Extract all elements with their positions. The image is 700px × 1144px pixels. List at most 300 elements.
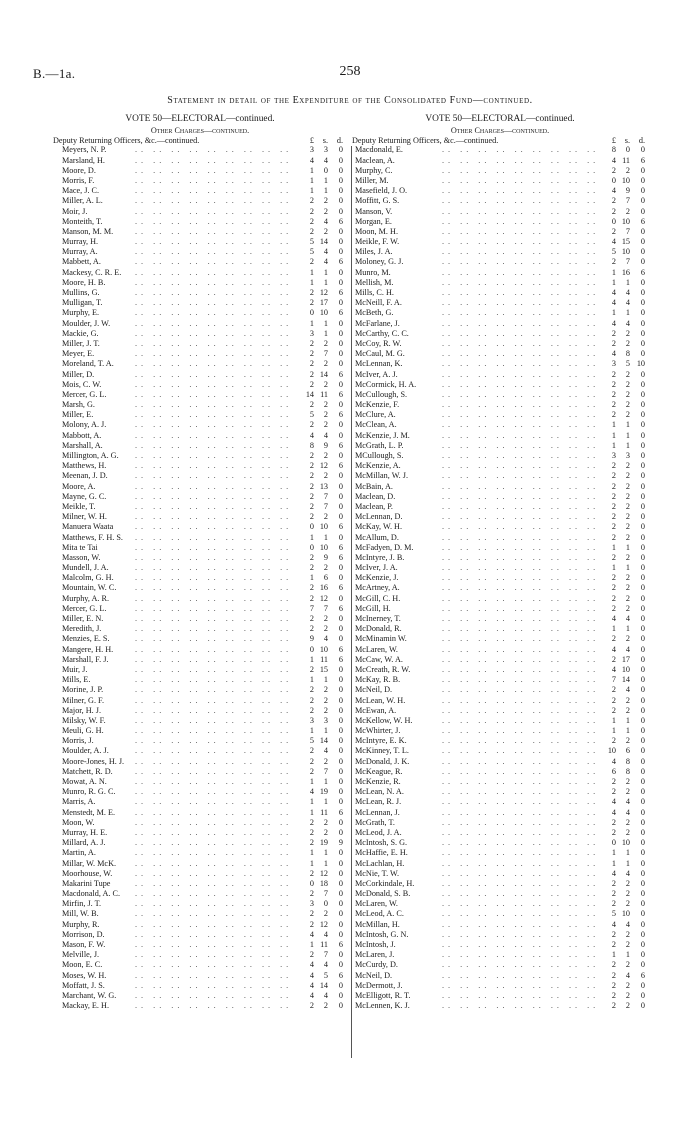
ledger-row [50,940,350,950]
payee-name: Mirfin, J. T. [62,899,102,909]
pounds-value: 1 [309,277,314,287]
ledger-row [50,716,350,726]
shillings-value: 2 [323,1001,328,1011]
pence-value: 0 [338,501,343,511]
pounds-value: 2 [309,196,314,206]
leader-dots: .. .. .. .. .. .. .. .. .. [135,634,293,644]
leader-dots: .. .. .. .. .. .. .. .. .. [442,848,600,858]
pounds-value: 0 [309,542,314,552]
payee-name: McFadyen, D. M. [355,542,414,552]
pounds-value: 2 [611,522,616,532]
pence-value: 0 [338,726,343,736]
pounds-value: 0 [611,216,616,226]
shillings-value: 2 [625,461,630,471]
pounds-value: 4 [611,756,616,766]
ledger-row [352,930,648,940]
shillings-value: 1 [323,675,328,685]
pence-value: 0 [640,929,645,939]
leader-dots: .. .. .. .. .. .. .. .. .. [442,175,600,185]
ledger-row [50,329,350,339]
pounds-value: 2 [309,868,314,878]
pounds-value: 2 [611,1001,616,1011]
vote-heading: VOTE 50—ELECTORAL—continued. [425,114,575,124]
pounds-value: 2 [611,165,616,175]
pounds-value: 2 [611,583,616,593]
ledger-row [352,492,648,502]
payee-name: McHaffie, E. H. [355,848,408,858]
ledger-row [352,696,648,706]
leader-dots: .. .. .. .. .. .. .. .. .. [442,501,600,511]
ledger-row [352,655,648,665]
pounds-value: 2 [309,593,314,603]
pounds-value: 1 [309,573,314,583]
pence-value: 0 [338,715,343,725]
ledger-row [352,950,648,960]
payee-name: McElligott, R. T. [355,990,411,1000]
shillings-value: 4 [625,970,630,980]
pounds-value: 2 [309,338,314,348]
payee-name: McMinamin W. [355,634,407,644]
payee-name: Marchant, W. G. [62,990,117,1000]
ledger-row [50,451,350,461]
leader-dots: .. .. .. .. .. .. .. .. .. [442,909,600,919]
pence-value: 0 [338,746,343,756]
leader-dots: .. .. .. .. .. .. .. .. .. [135,614,293,624]
pence-value: 0 [338,206,343,216]
leader-dots: .. .. .. .. .. .. .. .. .. [135,491,293,501]
ledger-row [50,696,350,706]
pence-value: 0 [640,318,645,328]
pounds-value: 2 [611,461,616,471]
shillings-value: 2 [625,501,630,511]
ledger-row [352,390,648,400]
pounds-value: 5 [611,247,616,257]
pounds-value: 2 [309,400,314,410]
ledger-row [50,390,350,400]
pence-value: 0 [338,868,343,878]
pounds-value: 4 [309,960,314,970]
pence-value: 0 [338,990,343,1000]
payee-name: Marsh, G. [62,400,95,410]
pence-value: 6 [640,970,645,980]
pence-value: 6 [640,267,645,277]
shillings-value: 6 [625,746,630,756]
pounds-value: 4 [309,970,314,980]
shillings-value: 17 [621,654,630,664]
payee-name: McKenzie, F. [355,400,400,410]
ledger-row [50,706,350,716]
payee-name: McLennan, J. [355,807,400,817]
ledger-row [50,583,350,593]
pence-value: 6 [338,216,343,226]
shillings-value: 4 [323,960,328,970]
shillings-value: 10 [621,664,630,674]
leader-dots: .. .. .. .. .. .. .. .. .. [442,787,600,797]
pounds-value: 2 [309,685,314,695]
shillings-value: 4 [323,216,328,226]
shillings-value: 2 [323,400,328,410]
pence-value: 0 [640,1001,645,1011]
shillings-value: 12 [319,593,328,603]
ledger-row [50,227,350,237]
leader-dots: .. .. .. .. .. .. .. .. .. [442,318,600,328]
shillings-value: 7 [323,349,328,359]
leader-dots: .. .. .. .. .. .. .. .. .. [135,328,293,338]
leader-dots: .. .. .. .. .. .. .. .. .. [442,196,600,206]
payee-name: Manson, M. M. [62,226,114,236]
shillings-value: 0 [323,165,328,175]
pounds-value: 2 [611,471,616,481]
payee-name: McKay, W. H. [355,522,402,532]
pounds-value: 2 [309,451,314,461]
ledger-row [352,247,648,257]
ledger-row [50,533,350,543]
payee-name: Moulder, A. J. [62,746,109,756]
leader-dots: .. .. .. .. .. .. .. .. .. [442,858,600,868]
payee-name: Meikle, T. [62,501,96,511]
pence-value: 0 [640,440,645,450]
payee-name: McKay, R. B. [355,675,401,685]
pence-value: 0 [338,237,343,247]
payee-name: Malcolm, G. H. [62,573,114,583]
shillings-value: 2 [323,817,328,827]
leader-dots: .. .. .. .. .. .. .. .. .. [442,817,600,827]
pounds-value: 1 [611,440,616,450]
ledger-row [50,420,350,430]
shillings-value: 14 [319,736,328,746]
pence-value: 0 [338,634,343,644]
pounds-value: 0 [309,308,314,318]
shillings-value: 2 [625,889,630,899]
shillings-value: 4 [323,155,328,165]
leader-dots: .. .. .. .. .. .. .. .. .. [442,614,600,624]
pounds-value: 2 [611,929,616,939]
pounds-value: 2 [309,889,314,899]
leader-dots: .. .. .. .. .. .. .. .. .. [135,532,293,542]
shillings-value: 2 [625,369,630,379]
pounds-value: 1 [309,675,314,685]
ledger-row [50,237,350,247]
page-reference: B.—1a. [33,66,76,81]
leader-dots: .. .. .. .. .. .. .. .. .. [135,247,293,257]
payee-name: McDonald, S. B. [355,889,411,899]
pounds-value: 1 [309,807,314,817]
pounds-value: 1 [309,797,314,807]
ledger-row [50,410,350,420]
shillings-value: 2 [323,206,328,216]
payee-name: McLean, R. J. [355,797,402,807]
payee-name: Meikle, F. W. [355,237,400,247]
shillings-value: 7 [625,196,630,206]
shillings-value: 1 [625,848,630,858]
leader-dots: .. .. .. .. .. .. .. .. .. [442,552,600,562]
payee-name: McWhirter, J. [355,726,401,736]
leader-dots: .. .. .. .. .. .. .. .. .. [442,257,600,267]
statement-title: Statement in detail of the Expenditure of the Consolidated Fund—continued. [167,95,533,106]
payee-name: Morrison, D. [62,929,105,939]
shillings-value: 2 [625,328,630,338]
ledger-row [50,247,350,257]
pounds-value: 2 [309,614,314,624]
ledger-row [50,176,350,186]
shillings-value: 2 [625,206,630,216]
pounds-value: 2 [611,532,616,542]
leader-dots: .. .. .. .. .. .. .. .. .. [135,471,293,481]
payee-name: Meenan, J. D. [62,471,108,481]
shillings-value: 10 [621,216,630,226]
pence-value: 0 [338,909,343,919]
ledger-row [50,604,350,614]
leader-dots: .. .. .. .. .. .. .. .. .. [442,940,600,950]
leader-dots: .. .. .. .. .. .. .. .. .. [442,766,600,776]
pounds-value: 2 [309,471,314,481]
shillings-value: 11 [320,389,328,399]
leader-dots: .. .. .. .. .. .. .. .. .. [442,654,600,664]
shillings-value: 4 [625,318,630,328]
leader-dots: .. .. .. .. .. .. .. .. .. [442,868,600,878]
shillings-value: 2 [323,756,328,766]
shillings-value: 19 [319,838,328,848]
pence-value: 0 [640,379,645,389]
pence-value: 0 [640,695,645,705]
ledger-row [50,614,350,624]
pounds-value: 2 [611,257,616,267]
shillings-value: 4 [625,644,630,654]
payee-name: Miles, J. A. [355,247,393,257]
payee-name: Makarini Tupe [62,878,111,888]
leader-dots: .. .. .. .. .. .. .. .. .. [442,929,600,939]
pounds-value: 8 [611,145,616,155]
shillings-value: 1 [323,186,328,196]
pounds-value: 5 [309,736,314,746]
leader-dots: .. .. .. .. .. .. .. .. .. [135,165,293,175]
pence-value: 0 [338,675,343,685]
payee-name: Meuli, G. H. [62,726,104,736]
leader-dots: .. .. .. .. .. .. .. .. .. [442,664,600,674]
ledger-row [352,991,648,1001]
leader-dots: .. .. .. .. .. .. .. .. .. [442,827,600,837]
leader-dots: .. .. .. .. .. .. .. .. .. [442,247,600,257]
shillings-value: 2 [625,827,630,837]
leader-dots: .. .. .. .. .. .. .. .. .. [442,471,600,481]
ledger-row [352,420,648,430]
pence-value: 0 [640,349,645,359]
payee-name: Mackesy, C. R. E. [62,267,122,277]
shillings-value: 2 [625,389,630,399]
pence-value: 0 [338,685,343,695]
payee-name: Murphy, R. [62,919,100,929]
payee-name: McDonald, J. K. [355,756,410,766]
shillings-value: 2 [625,1001,630,1011]
pounds-value: 2 [611,552,616,562]
pence-value: 0 [640,756,645,766]
shillings-value: 1 [323,848,328,858]
shillings-value: 14 [621,675,630,685]
pounds-value: 2 [611,787,616,797]
ledger-row [50,349,350,359]
pence-value: 0 [338,960,343,970]
ledger-row [50,787,350,797]
shillings-value: 4 [323,257,328,267]
pence-value: 0 [640,206,645,216]
ledger-row [50,298,350,308]
payee-name: Miller, A. L. [62,196,103,206]
leader-dots: .. .. .. .. .. .. .. .. .. [442,583,600,593]
pence-value: 0 [640,491,645,501]
payee-name: Moulder, J. W. [62,318,111,328]
payee-name: Milsky, W. F. [62,715,106,725]
shillings-value: 0 [323,899,328,909]
pounds-value: 2 [611,817,616,827]
pounds-value: 2 [611,980,616,990]
pounds-value: 2 [309,664,314,674]
pence-value: 0 [338,858,343,868]
leader-dots: .. .. .. .. .. .. .. .. .. [442,675,600,685]
leader-dots: .. .. .. .. .. .. .. .. .. [442,899,600,909]
ledger-row [352,482,648,492]
pence-value: 0 [640,145,645,155]
ledger-row [352,675,648,685]
leader-dots: .. .. .. .. .. .. .. .. .. [442,206,600,216]
payee-name: Millington, A. G. [62,451,119,461]
payee-name: Munro, M. [355,267,391,277]
payee-name: Miller, E. [62,410,94,420]
leader-dots: .. .. .. .. .. .. .. .. .. [135,552,293,562]
pounds-value: 2 [309,379,314,389]
ledger-row [50,797,350,807]
pounds-value: 2 [611,369,616,379]
vote-heading: VOTE 50—ELECTORAL—continued. [125,114,275,124]
payee-name: Moore, H. B. [62,277,106,287]
ledger-row [352,808,648,818]
payee-name: McCarthy, C. C. [355,328,409,338]
pence-value: 0 [338,338,343,348]
shillings-value: 2 [625,960,630,970]
leader-dots: .. .. .. .. .. .. .. .. .. [442,542,600,552]
pence-value: 0 [338,186,343,196]
pounds-header: £ [611,136,616,145]
leader-dots: .. .. .. .. .. .. .. .. .. [442,410,600,420]
payee-name: Meyer, E. [62,349,95,359]
pounds-value: 2 [309,766,314,776]
payee-name: McClure, A. [355,410,396,420]
payee-name: Matchett, R. D. [62,766,113,776]
pounds-value: 2 [611,654,616,664]
leader-dots: .. .. .. .. .. .. .. .. .. [135,288,293,298]
leader-dots: .. .. .. .. .. .. .. .. .. [135,675,293,685]
shillings-value: 2 [625,929,630,939]
leader-dots: .. .. .. .. .. .. .. .. .. [442,695,600,705]
ledger-row [352,410,648,420]
leader-dots: .. .. .. .. .. .. .. .. .. [135,379,293,389]
payee-name: Marris, A. [62,797,96,807]
payee-name: McIver, J. A. [355,563,398,573]
leader-dots: .. .. .. .. .. .. .. .. .. [442,980,600,990]
payee-name: McDermott, J. [355,980,403,990]
ledger-row [352,726,648,736]
ledger-row [50,319,350,329]
pounds-value: 4 [309,787,314,797]
ledger-row [352,920,648,930]
payee-name: Matthews, H. [62,461,107,471]
pounds-value: 2 [611,206,616,216]
leader-dots: .. .. .. .. .. .. .. .. .. [135,1001,293,1011]
shillings-value: 2 [323,420,328,430]
ledger-row [352,971,648,981]
leader-dots: .. .. .. .. .. .. .. .. .. [135,644,293,654]
pence-value: 6 [640,155,645,165]
shillings-value: 4 [625,298,630,308]
leader-dots: .. .. .. .. .. .. .. .. .. [442,889,600,899]
leader-dots: .. .. .. .. .. .. .. .. .. [442,685,600,695]
ledger-row [352,909,648,919]
leader-dots: .. .. .. .. .. .. .. .. .. [135,226,293,236]
pence-value: 0 [640,644,645,654]
shillings-value: 11 [320,654,328,664]
pence-value: 0 [640,868,645,878]
ledger-row [50,166,350,176]
pence-value: 0 [640,990,645,1000]
ledger-row [50,380,350,390]
ledger-row [50,950,350,960]
shillings-value: 4 [323,746,328,756]
leader-dots: .. .. .. .. .. .. .. .. .. [135,451,293,461]
pounds-value: 4 [611,298,616,308]
shillings-value: 16 [621,267,630,277]
shillings-value: 2 [625,705,630,715]
payee-name: Miller, M. [355,175,389,185]
ledger-row [352,543,648,553]
leader-dots: .. .. .. .. .. .. .. .. .. [135,664,293,674]
pounds-value: 9 [309,634,314,644]
shillings-value: 2 [323,451,328,461]
ledger-row [352,461,648,471]
pounds-value: 2 [309,288,314,298]
leader-dots: .. .. .. .. .. .. .. .. .. [135,807,293,817]
ledger-row [352,797,648,807]
pounds-value: 4 [611,318,616,328]
shillings-value: 2 [625,471,630,481]
shillings-value: 13 [319,481,328,491]
pounds-value: 3 [309,715,314,725]
shillings-value: 15 [621,237,630,247]
leader-dots: .. .. .. .. .. .. .. .. .. [135,940,293,950]
ledger-row [50,879,350,889]
shillings-value: 1 [625,277,630,287]
payee-name: Marshall, F. J. [62,654,109,664]
shillings-value: 1 [323,726,328,736]
leader-dots: .. .. .. .. .. .. .. .. .. [135,349,293,359]
shillings-value: 4 [625,685,630,695]
payee-name: Miller, J. T. [62,338,100,348]
ledger-row [50,746,350,756]
ledger-row [352,166,648,176]
payee-name: Mangere, H. H. [62,644,114,654]
payee-name: Millar, W. McK. [62,858,117,868]
leader-dots: .. .. .. .. .. .. .. .. .. [442,970,600,980]
pence-value: 0 [640,522,645,532]
leader-dots: .. .. .. .. .. .. .. .. .. [135,308,293,318]
shillings-value: 4 [625,614,630,624]
leader-dots: .. .. .. .. .. .. .. .. .. [135,705,293,715]
pounds-value: 1 [611,563,616,573]
pence-value: 0 [640,451,645,461]
shillings-value: 2 [625,338,630,348]
leader-dots: .. .. .. .. .. .. .. .. .. [135,919,293,929]
shillings-value: 1 [323,277,328,287]
pence-value: 0 [338,481,343,491]
shillings-value: 3 [323,715,328,725]
